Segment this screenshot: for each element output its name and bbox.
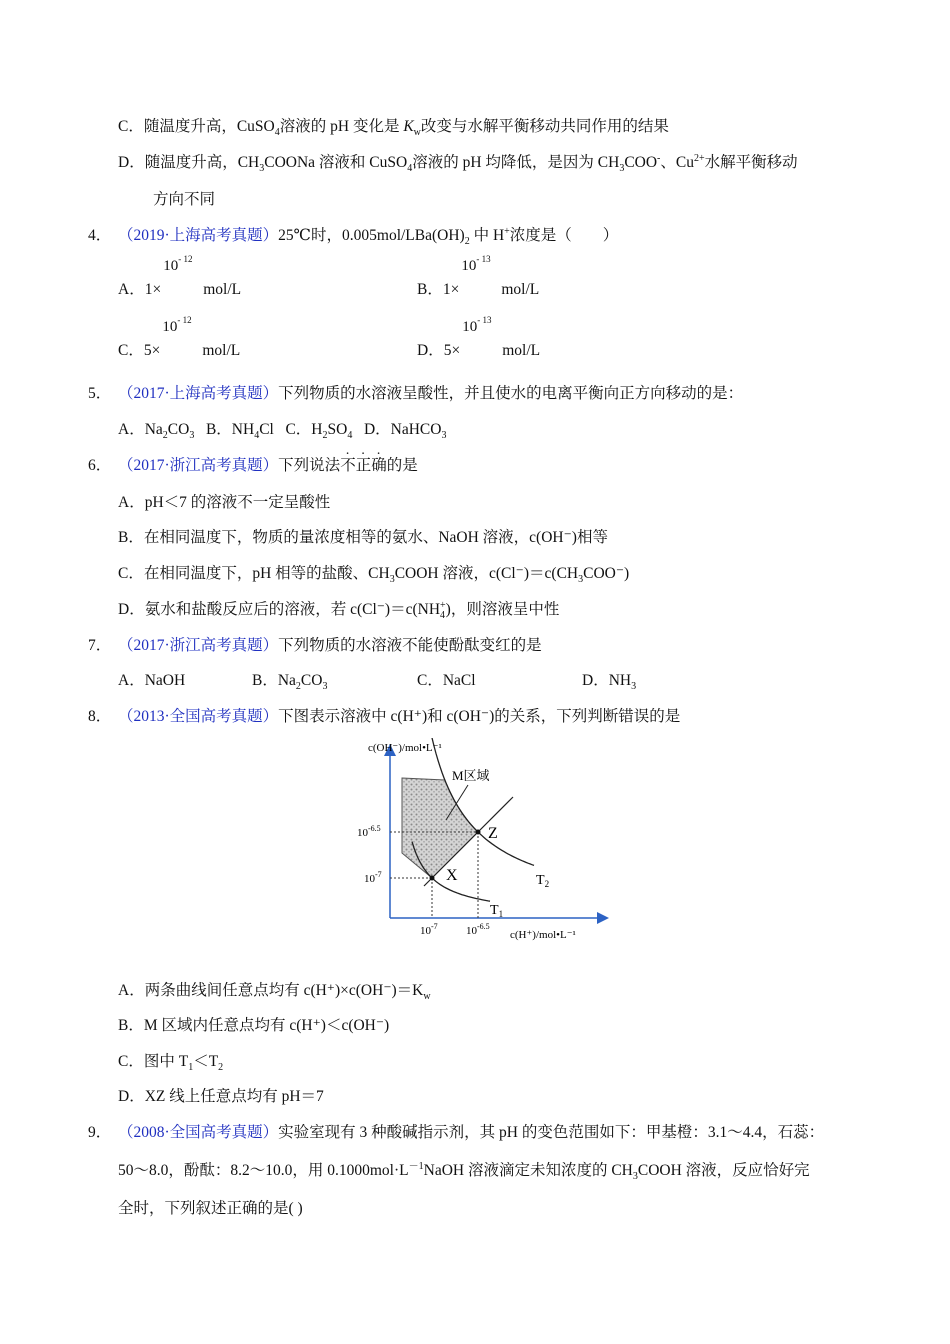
q6-option-b: B．在相同温度下，物质的量浓度相等的氨水、NaOH 溶液，c(OH⁻)相等 (118, 529, 608, 546)
x-tick-7: $10^{-7}$ (420, 922, 438, 937)
point-x-label: X (446, 867, 458, 884)
q4-option-d: D．5× $10^{- 13}$ mol/L (417, 315, 541, 359)
q7-option-b: B．$Na_2CO_3$ (252, 672, 328, 693)
q7-option-d: D．$NH_3$ (582, 672, 637, 693)
q3-option-d-cont: 方向不同 (153, 191, 216, 208)
q5-number: 5． (88, 385, 112, 402)
q8-stem: （2013·全国高考真题）下图表示溶液中 c(H⁺)和 c(OH⁻)的关系，下列判断错误的是 (118, 708, 681, 725)
q6-stem: （2017·浙江高考真题）下列说法不正确的是 (118, 457, 418, 474)
point-z (476, 830, 481, 835)
q5-stem: （2017·上海高考真题）下列物质的水溶液呈酸性，并且使水的电离平衡向正方向移动的是： (118, 385, 744, 402)
q7-stem: （2017·浙江高考真题）下列物质的水溶液不能使酚酞变红的是 (118, 637, 542, 654)
q9-stem-line3: 全时，下列叙述正确的是( ) (118, 1200, 303, 1217)
q8-number: 8． (88, 708, 112, 725)
region-m (402, 778, 478, 878)
q5-options: A．$Na_2CO_3$ B．$NH_4Cl$ C．$H_2SO_4$ D．NaHCO$_3$ (118, 421, 447, 442)
q6-option-d: D．氨水和盐酸反应后的溶液，若 $c(Cl^-)=c(NH_4^+)$，则溶液呈中性 (118, 599, 560, 622)
y-tick-7: $10^{-7}$ (364, 870, 382, 885)
emphasis-char: 正 (355, 457, 372, 474)
point-z-label: Z (488, 825, 498, 842)
y-axis-title: c(OH⁻)/mol•L⁻¹ (368, 742, 442, 754)
q7-option-a: A．NaOH (118, 672, 186, 689)
q4-option-a: A．1× $10^{- 12}$ mol/L (118, 254, 242, 298)
q4-stem: （2019·上海高考真题）25℃时，$0.005mol/LBa(OH)_2$ 中 H+浓度是（ ） (118, 225, 619, 248)
q8-option-c: C．图中 $T_1<T_2$ (118, 1053, 224, 1074)
x-tick-6-5: $10^{-6.5}$ (466, 922, 490, 937)
q9-stem-line2: 50～8.0，酚酞：8.2～10.0，用 $0.1000mol\cdot L^{-1}NaOH$ 溶液滴定未知浓度的 $CH_3COOH$ 溶液，反应恰好完 (118, 1160, 810, 1183)
q7-number: 7． (88, 637, 112, 654)
q8-option-b: B．M 区域内任意点均有 c(H⁺)＜c(OH⁻) (118, 1017, 390, 1034)
emphasis-dotted-text (340, 457, 387, 474)
q4-option-b: B．1× $10^{- 13}$ mol/L (417, 254, 540, 298)
region-m-label: M区域 (452, 768, 490, 783)
q3-option-d: D．随温度升高，$CH_3COONa$ 溶液和 CuSO$_4$溶液的 pH 均降低，是因为 $CH_3COO^-$、$Cu^{2+}$水解平衡移动 (118, 152, 798, 175)
point-x (430, 876, 435, 881)
curve-t1-label: $T_1$ (490, 903, 504, 919)
q9-number: 9． (88, 1124, 112, 1141)
q8-option-d: D．XZ 线上任意点均有 pH＝7 (118, 1088, 324, 1105)
emphasis-char: 确 (371, 457, 387, 474)
q9-stem-line1: （2008·全国高考真题）实验室现有 3 种酸碱指示剂，其 pH 的变色范围如下：甲基橙：3.1～4.4，石蕊： (118, 1124, 825, 1141)
kw-chart (350, 738, 610, 948)
q6-option-a: A．pH＜7 的溶液不一定呈酸性 (118, 494, 331, 511)
q6-option-c: C．在相同温度下，pH 相等的盐酸、$CH_3COOH$ 溶液，$c(Cl^-)=c(CH_3COO^-)$ (118, 565, 630, 586)
y-tick-6-5: $10^{-6.5}$ (357, 824, 381, 839)
emphasis-char: 不 (340, 457, 356, 474)
x-axis-title: c(H⁺)/mol•L⁻¹ (510, 929, 576, 941)
q3-option-c: C．随温度升高，CuSO$_4$溶液的 pH 变化是 $K_w$改变与水解平衡移动共同作用的结果 (118, 118, 669, 139)
q4-number: 4． (88, 227, 112, 244)
q4-option-c: C．5× $10^{- 12}$ mol/L (118, 315, 241, 359)
q7-option-c: C．NaCl (417, 672, 476, 689)
curve-t2-label: $T_2$ (536, 873, 550, 889)
q6-number: 6． (88, 457, 112, 474)
q8-option-a: A．两条曲线间任意点均有 $c(H^+)\times c(OH^-)=K_w$ (118, 982, 431, 1003)
